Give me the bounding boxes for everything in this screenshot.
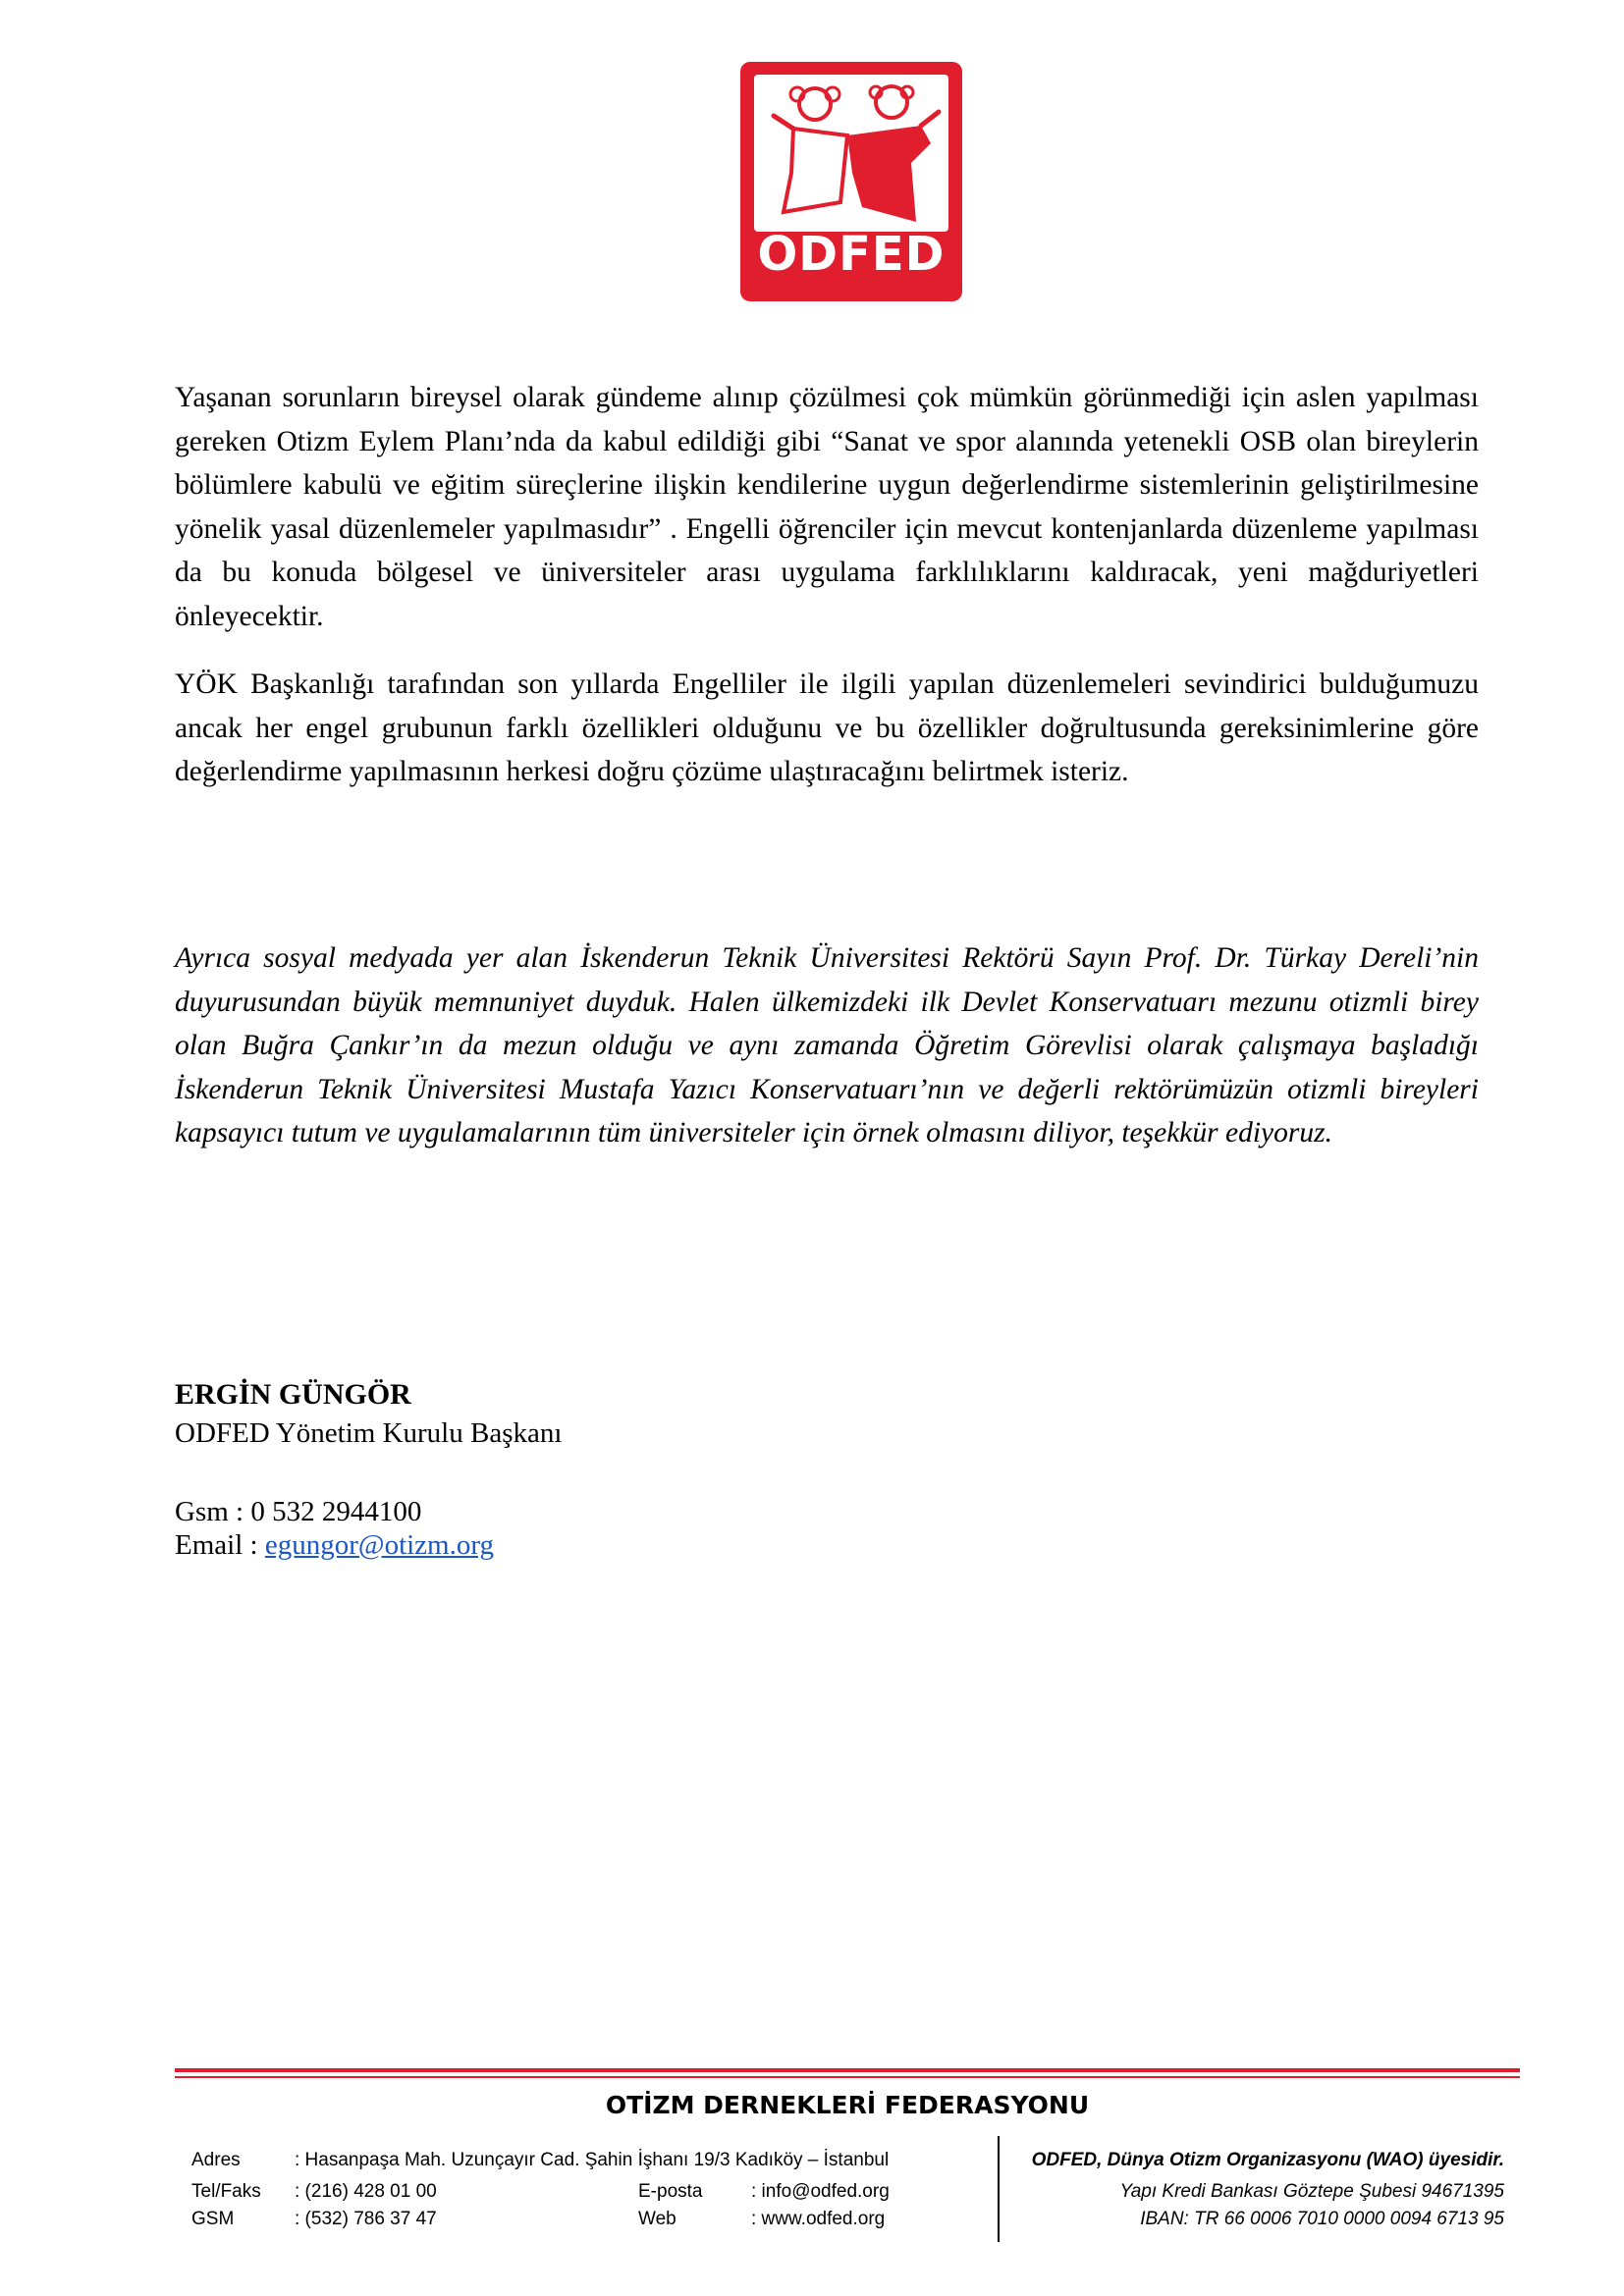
logo-text: ODFED (757, 227, 946, 282)
footer-adres-value: : Hasanpaşa Mah. Uzunçayır Cad. Şahin İşhanı 19/3 Kadıköy – İstanbul (295, 2150, 890, 2170)
footer-adres-label: Adres (191, 2150, 241, 2170)
body-paragraph-2: YÖK Başkanlığı tarafından son yıllarda Engelliler ile ilgili yapılan düzenlemeleri sevindirici bulduğumuzu ancak her engel grubunun farklı özellikleri olduğunu ve bu özellikler doğrultusunda gereksinimlerine göre değerlendirme yapılmasının herkesi doğru çözüme ulaştıracağını belirtmek isteriz. (175, 668, 1479, 787)
email-label: Email : (175, 1529, 265, 1561)
odfed-logo (740, 62, 962, 301)
body-paragraph-3: Ayrıca sosyal medyada yer alan İskenderun Teknik Üniversitesi Rektörü Sayın Prof. Dr. Türkay Dereli’nin duyurusundan büyük memnuniyet duyduk. Halen ülkemizdeki ilk Devlet Konservatuarı mezunu otizmli birey olan Buğra Çankır’ın da mezun olduğu ve aynı zamanda Öğretim Görevlisi olarak çalışmaya başladığı İskenderun Teknik Üniversitesi Mustafa Yazıcı Konservatuarı’nın ve değerli rektörümüzün otizmli bireyleri kapsayıcı tutum ve uygulamalarının tüm üniversiteler için örnek olmasını diliyor, teşekkür ediyoruz. (175, 942, 1479, 1148)
body-paragraph-1: Yaşanan sorunların bireysel olarak gündeme alınıp çözülmesi çok mümkün görünmediği için aslen yapılması gereken Otizm Eylem Planı’nda da kabul edildiği gibi “Sanat ve spor alanında yetenekli OSB olan bireylerin bölümlere kabulü ve eğitim süreçlerine ilişkin kendilerine uygun değerlendirme sistemlerinin geliştirilmesine yönelik yasal düzenlemeler yapılmasıdır” . Engelli öğrenciler için mevcut kontenjanlarda düzenleme yapılması da bu konuda bölgesel ve üniversiteler arası uygulama farklılıklarını kaldıracak, yeni mağduriyetleri önleyecektir. (175, 382, 1479, 632)
footer-divider-thin (175, 2076, 1520, 2078)
footer-eposta-value: : info@odfed.org (751, 2181, 890, 2202)
footer-telfaks-label: Tel/Faks (191, 2181, 261, 2202)
footer-vertical-divider (998, 2136, 1000, 2242)
footer-web-value: : www.odfed.org (751, 2209, 886, 2229)
signatory-email-line (175, 1529, 494, 1562)
footer-iban: IBAN: TR 66 0006 7010 0000 0094 6713 95 (1140, 2209, 1504, 2229)
footer-eposta-label: E-posta (638, 2181, 703, 2202)
signatory-gsm: Gsm : 0 532 2944100 (175, 1496, 422, 1527)
footer-title: OTİZM DERNEKLERİ FEDERASYONU (605, 2091, 1090, 2119)
signatory-name: ERGİN GÜNGÖR (175, 1378, 411, 1411)
footer-divider-thick (175, 2068, 1520, 2072)
footer-telfaks-value: : (216) 428 01 00 (295, 2181, 437, 2202)
footer-bank: Yapı Kredi Bankası Göztepe Şubesi 94671395 (1119, 2181, 1504, 2202)
footer-gsm-value: : (532) 786 37 47 (295, 2209, 437, 2229)
children-illustration-icon (754, 75, 948, 232)
footer-gsm-label: GSM (191, 2209, 235, 2229)
signatory-role: ODFED Yönetim Kurulu Başkanı (175, 1417, 563, 1449)
footer-web-label: Web (638, 2209, 677, 2229)
email-link[interactable]: egungor@otizm.org (264, 1529, 494, 1561)
footer-wao-note: ODFED, Dünya Otizm Organizasyonu (WAO) üyesidir. (1031, 2150, 1504, 2170)
